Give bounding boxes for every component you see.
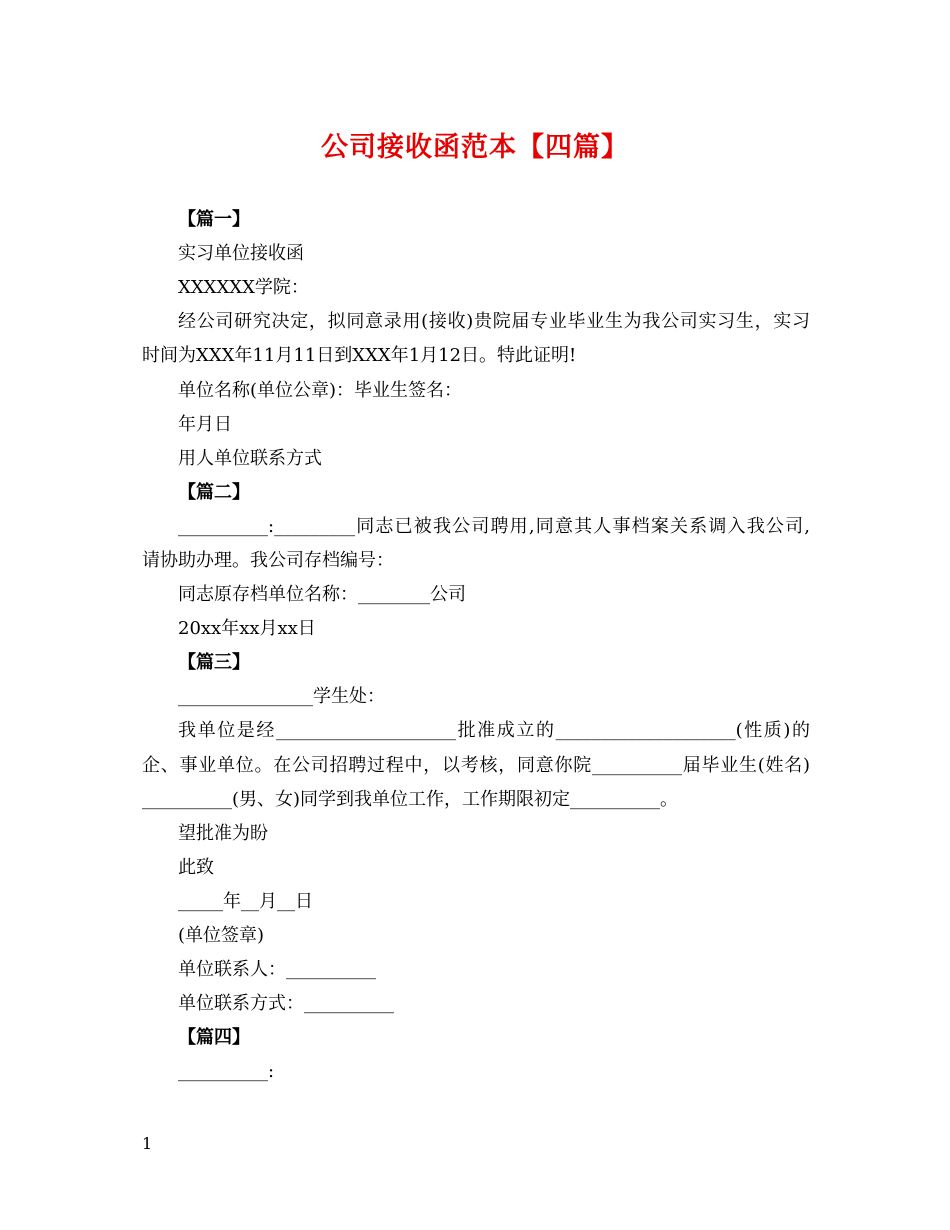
paragraph-line: _______________学生处： bbox=[178, 686, 385, 707]
paragraph-line: 单位名称(单位公章)：毕业生签名： bbox=[178, 380, 463, 401]
paragraph-line: 用人单位联系方式 bbox=[178, 448, 322, 469]
paragraph-line: 我单位是经____________________批准成立的____________________(性质)的 bbox=[178, 720, 810, 741]
paragraph-line: __________: bbox=[178, 1061, 275, 1082]
section-heading-2: 【篇二】 bbox=[178, 482, 250, 503]
paragraph-line: _____年__月__日 bbox=[178, 891, 313, 912]
paragraph-line: 此致 bbox=[178, 857, 214, 878]
paragraph-line: 企、事业单位。在公司招聘过程中，以考核，同意你院__________届毕业生(姓名) bbox=[142, 755, 810, 776]
section-heading-3: 【篇三】 bbox=[178, 652, 250, 673]
paragraph-line: 20xx年xx月xx日 bbox=[178, 618, 316, 639]
paragraph-line: 时间为XXX年11月11日到XXX年1月12日。特此证明! bbox=[142, 345, 577, 366]
paragraph-line: 望批准为盼 bbox=[178, 823, 268, 844]
paragraph-line: 经公司研究决定，拟同意录用(接收)贵院届专业毕业生为我公司实习生，实习 bbox=[178, 311, 810, 332]
section-heading-1: 【篇一】 bbox=[178, 209, 250, 230]
paragraph-line: 请协助办理。我公司存档编号： bbox=[142, 550, 394, 571]
paragraph-line: 实习单位接收函 bbox=[178, 243, 304, 264]
paragraph-line: (单位签章) bbox=[178, 925, 265, 946]
document-title: 公司接收函范本【四篇】 bbox=[321, 132, 629, 163]
paragraph-line: __________:_________同志已被我公司聘用,同意其人事档案关系调入我公司, bbox=[178, 516, 810, 537]
paragraph-line: 年月日 bbox=[178, 414, 232, 435]
paragraph-line: 单位联系方式：__________ bbox=[178, 993, 394, 1014]
page-number: 1 bbox=[142, 1134, 153, 1153]
paragraph-line: XXXXXX学院： bbox=[178, 277, 309, 298]
paragraph-line: 同志原存档单位名称：________公司 bbox=[178, 584, 466, 605]
paragraph-line: __________(男、女)同学到我单位工作，工作期限初定__________。 bbox=[142, 789, 679, 810]
paragraph-line: 单位联系人：__________ bbox=[178, 959, 376, 980]
section-heading-4: 【篇四】 bbox=[178, 1027, 250, 1048]
